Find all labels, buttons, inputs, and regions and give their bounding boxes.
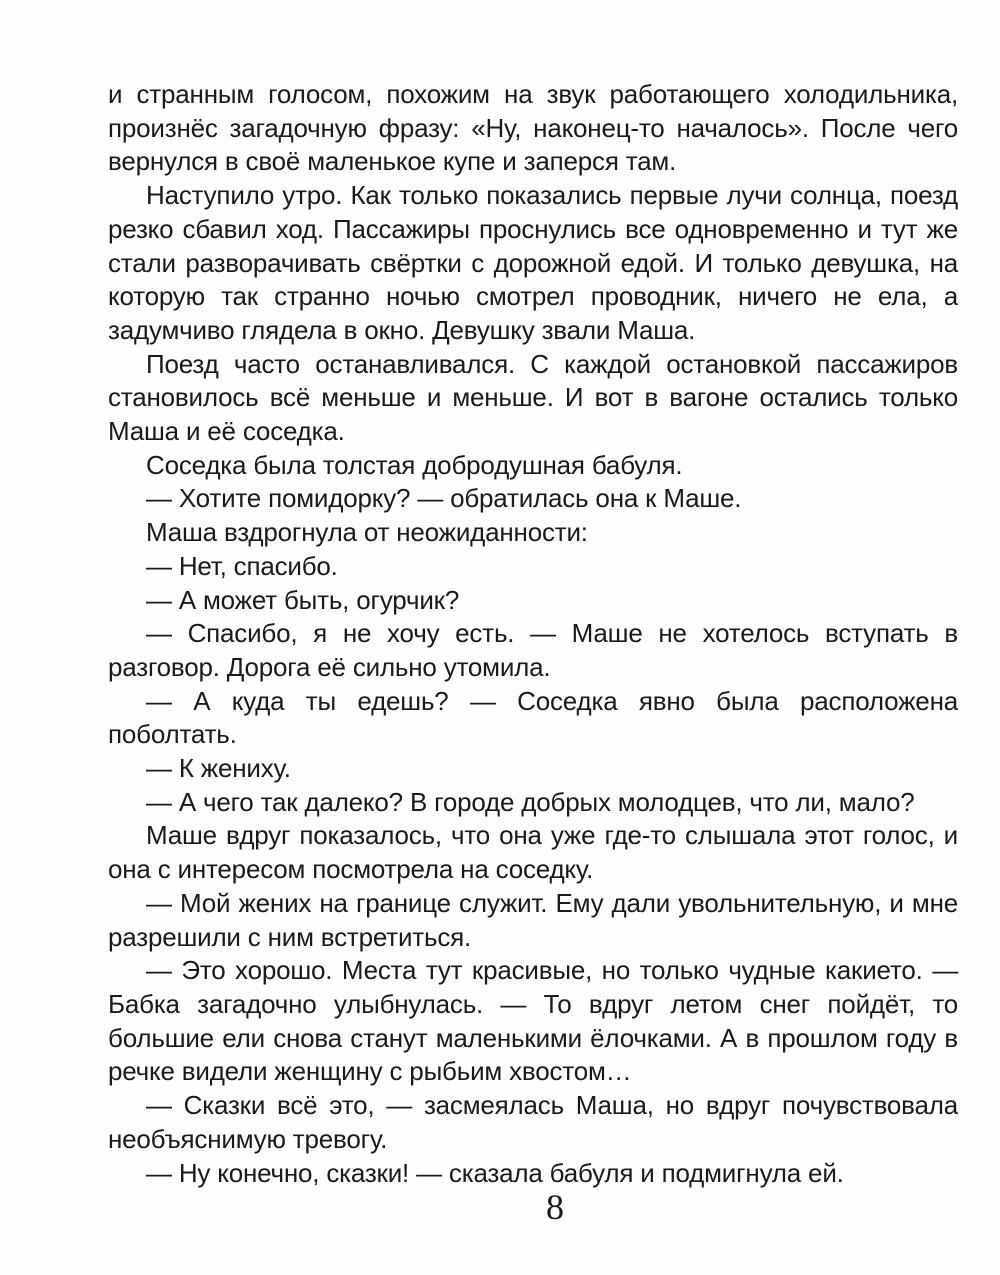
paragraph-10: — А куда ты едешь? — Соседка явно была расположена поболтать.: [108, 685, 958, 750]
body-text: [108, 78, 958, 1190]
paragraph-16: — Сказки всё это, — засмеялась Маша, но вдруг почувствовала необъяснимую тревогу.: [108, 1090, 958, 1154]
paragraph-1: и странным голосом, похожим на звук работающего холодильника, произнёс загадочную фразу: «Ну, наконец-то началось». После чего вернулся в своё маленькое купе и заперся там.: [108, 79, 958, 177]
paragraph-8: — А может быть, огурчик?: [146, 584, 460, 615]
paragraph-17: — Ну конечно, сказки! — сказала бабуля и подмигнула ей.: [146, 1157, 844, 1188]
paragraph-5: — Хотите помидорку? — обратилась она к Маше.: [146, 483, 742, 514]
paragraph-12: — А чего так далеко? В городе добрых молодцев, что ли, мало?: [146, 786, 915, 817]
paragraph-6: Маша вздрогнула от неожиданности:: [146, 517, 588, 548]
paragraph-14: — Мой жених на границе служит. Ему дали увольнительную, и мне разрешили с ним встретиться.: [108, 887, 958, 952]
paragraph-2: Наступило утро. Как только показались первые лучи солнца, поезд резко сбавил ход. Пассажиры проснулись все одновременно и тут же стали разворачивать свёртки с дорожной едой. И только девушка, на которую так странно ночью смотрел проводник, ничего не ела, а задумчиво глядела в окно. Девушку звали Маша.: [108, 180, 958, 345]
paragraph-9: — Спасибо, я не хочу есть. — Маше не хотелось вступать в разговор. Дорога её сильно утомила.: [108, 618, 958, 682]
paragraph-3: Поезд часто останавливался. С каждой остановкой пассажиров становилось всё меньше и меньше. И вот в вагоне остались только Маша и её соседка.: [108, 348, 958, 447]
paragraph-15: — Это хорошо. Места тут красивые, но только чудные какието. — Бабка загадочно улыбнулась. — То вдруг летом снег пойдёт, то большие ели снова станут маленькими ёлочками. А в прошлом году в речке видели женщину с рыбьим хвостом…: [108, 955, 958, 1087]
paragraph-4: Соседка была толстая добродушная бабуля.: [146, 449, 683, 480]
paragraph-11: — К жениху.: [146, 753, 291, 784]
page-number: 8: [546, 1187, 564, 1227]
paragraph-7: — Нет, спасибо.: [146, 550, 338, 581]
paragraph-13: Маше вдруг показалось, что она уже где-то слышала этот голос, и она с интересом посмотрела на соседку.: [108, 820, 958, 885]
